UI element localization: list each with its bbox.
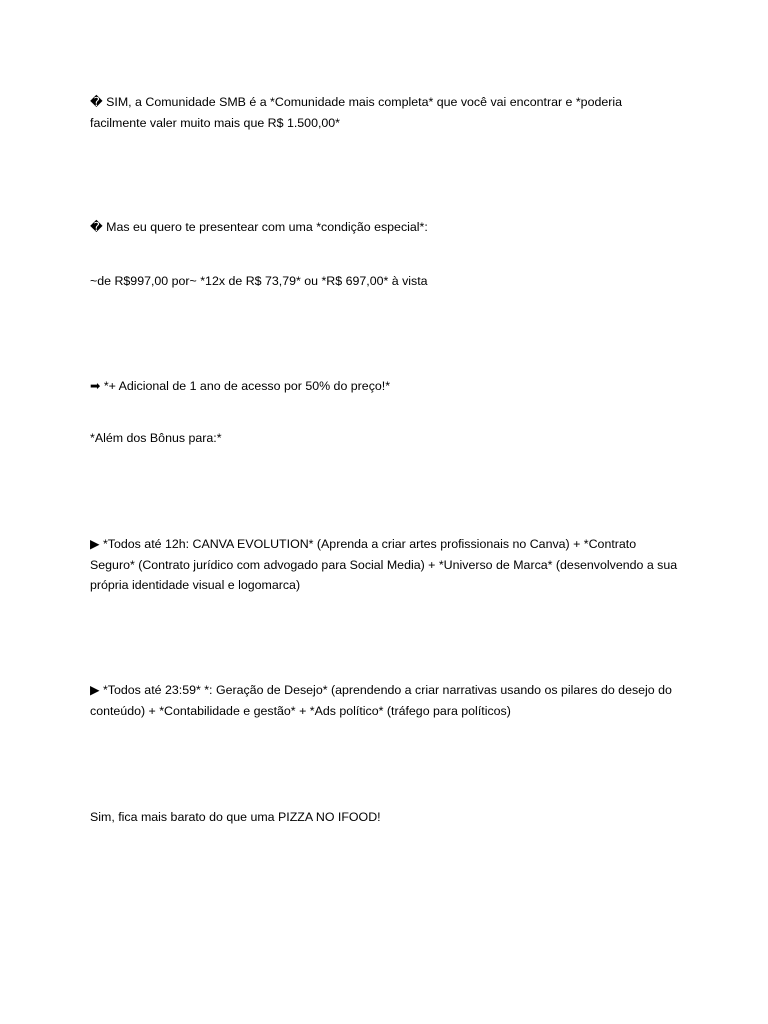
paragraph-price: ~de R$997,00 por~ *12x de R$ 73,79* ou *R$ 697,00* à vista <box>90 274 428 288</box>
paragraph-special-condition: � Mas eu quero te presentear com uma *condição especial*: <box>90 220 428 234</box>
paragraph-closing: Sim, fica mais barato do que uma PIZZA NO IFOOD! <box>90 810 381 824</box>
paragraph-additional-access: ➡ *+ Adicional de 1 ano de acesso por 50% do preço!* <box>90 379 391 393</box>
paragraph-bonus-heading: *Além dos Bônus para:* <box>90 431 222 445</box>
paragraph-offer-intro: � SIM, a Comunidade SMB é a *Comunidade mais completa* que você vai encontrar e *poderia facilmente valer muito mais que R$ 1.500,00* <box>90 95 623 130</box>
paragraph-bonus-12h: ▶ *Todos até 12h: CANVA EVOLUTION* (Aprenda a criar artes profissionais no Canva) + *Contrato Seguro* (Contrato jurídico com advogado para Social Media) + *Universo de Marca* (desenvolvendo a sua própria identidade visual e logomarca) <box>90 537 678 593</box>
paragraph-bonus-2359: ▶ *Todos até 23:59* *: Geração de Desejo* (aprendendo a criar narrativas usando os pilares do desejo do conteúdo) + *Contabilidade e gestão* + *Ads político* (tráfego para políticos) <box>90 683 672 718</box>
